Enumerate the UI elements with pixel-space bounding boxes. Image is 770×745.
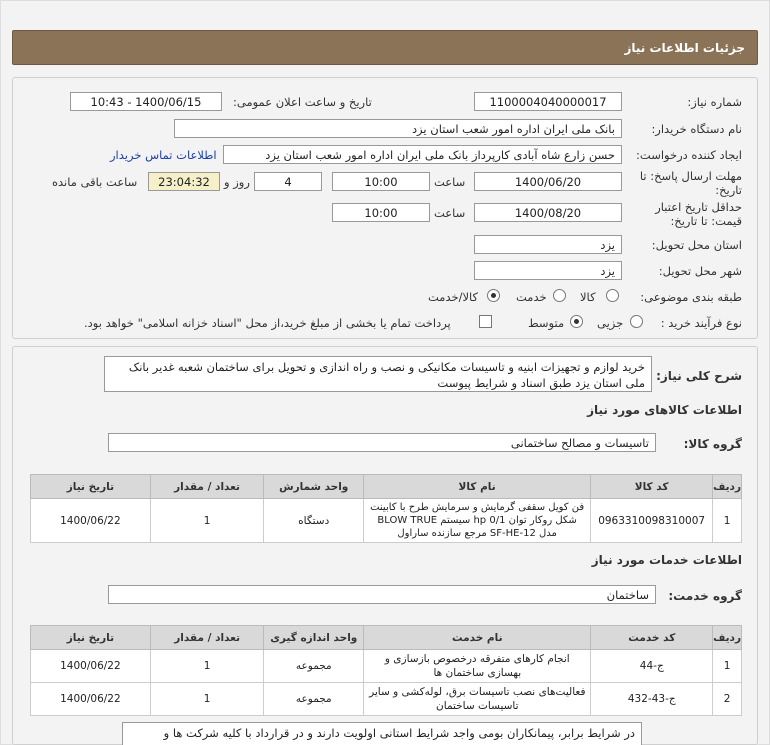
table-row[interactable] [31,650,742,683]
services-group-field[interactable]: ساختمان [108,585,656,604]
goods-cell-name: فن کویل سقفی گرمایش و سرمایش طرح با کابینت شکل روکار توان hp 0/1 سیستم BLOW TRUE مدل SF-HE-12 مرجع سازنده ساراول [364,499,591,543]
remaining-time-field: 23:04:32 [148,172,220,191]
process-label: نوع فرآیند خرید : [660,316,742,330]
buyer-org-field[interactable]: بانک ملی ایران اداره امور شعب استان یزد [174,119,622,138]
remaining-time-label: ساعت باقی مانده [52,175,138,189]
services-table [30,625,742,716]
goods-group-label: گروه کالا: [683,437,742,451]
category-radio-service[interactable] [553,289,566,302]
goods-cell-unit: دستگاه [264,499,364,543]
buyer-notes-field[interactable]: در شرایط برابر، پیمانکاران بومی واجد شرایط استانی اولویت دارند و در قرارداد با کلیه شرکت ها و [122,722,642,745]
goods-header-date: تاریخ نیاز [31,475,151,499]
goods-cell-row-no: 1 [713,499,742,543]
deadline-time-label: ساعت [434,175,466,189]
validity-date-field[interactable]: 1400/08/20 [474,203,622,222]
services-cell-row-no: 2 [713,683,742,716]
goods-group-field[interactable]: تاسیسات و مصالح ساختمانی [108,433,656,452]
remaining-days-field[interactable]: 4 [254,172,322,191]
category-option-service: خدمت [516,290,547,304]
page-title: جزئیات اطلاعات نیاز [624,41,745,55]
announce-datetime-label: تاریخ و ساعت اعلان عمومی: [233,95,372,109]
city-field[interactable]: یزد [474,261,622,280]
services-table-header [31,626,742,650]
services-section-title: اطلاعات خدمات مورد نیاز [591,553,742,567]
validity-label-line1: حداقل تاریخ اعتبار [655,200,742,214]
goods-cell-date: 1400/06/22 [31,499,151,543]
goods-header-unit: واحد شمارش [264,475,364,499]
services-header-name: نام خدمت [364,626,591,650]
category-option-goods-service: کالا/خدمت [428,290,479,304]
services-cell-name: فعالیت‌های نصب تاسیسات برق، لوله‌کشی و سایر تاسیسات ساختمان [364,683,591,716]
table-row[interactable] [31,499,742,543]
goods-section-title: اطلاعات کالاهای مورد نیاز [587,403,742,417]
buyer-contact-link[interactable]: اطلاعات تماس خریدار [110,148,217,162]
services-cell-row-no: 1 [713,650,742,683]
services-cell-qty: 1 [150,650,264,683]
treasury-payment-text: پرداخت تمام یا بخشی از مبلغ خرید،از محل "اسناد خزانه اسلامی" خواهد بود. [84,316,451,330]
services-cell-unit: مجموعه [264,683,364,716]
services-cell-code: ج-43-432 [591,683,713,716]
category-radio-goods[interactable] [606,289,619,302]
goods-header-row-no: ردیف [713,475,742,499]
services-header-code: کد خدمت [591,626,713,650]
deadline-time-field[interactable]: 10:00 [332,172,430,191]
general-desc-field[interactable]: خرید لوازم و تجهیزات ابنیه و تاسیسات مکانیکی و نصب و راه اندازی و تحویل برای ساختمان شعبه غدیر بانک ملی استان یزد طبق اسناد و شرایط پیوست [104,356,652,392]
goods-cell-qty: 1 [150,499,264,543]
services-cell-name: انجام کارهای متفرقه درخصوص بازسازی و بهسازی ساختمان ها [364,650,591,683]
services-cell-date: 1400/06/22 [31,683,151,716]
deadline-date-field[interactable]: 1400/06/20 [474,172,622,191]
buyer-org-label: نام دستگاه خریدار: [651,122,742,136]
services-group-label: گروه خدمت: [668,589,742,603]
goods-table-header [31,475,742,499]
province-field[interactable]: یزد [474,235,622,254]
services-cell-date: 1400/06/22 [31,650,151,683]
goods-header-name: نام کالا [364,475,591,499]
process-radio-minor[interactable] [630,315,643,328]
deadline-label-line1: مهلت ارسال پاسخ: تا [639,169,742,183]
services-header-date: تاریخ نیاز [31,626,151,650]
validity-time-label: ساعت [434,206,466,220]
process-option-minor: جزیی [597,316,624,330]
services-header-unit: واحد اندازه گیری [264,626,364,650]
city-label: شهر محل تحویل: [658,264,742,278]
days-label: روز و [224,175,250,189]
process-option-medium: متوسط [528,316,565,330]
goods-header-code: کد کالا [591,475,713,499]
validity-time-field[interactable]: 10:00 [332,203,430,222]
services-header-row-no: ردیف [713,626,742,650]
creator-field[interactable]: حسن زارع شاه آبادی کارپرداز بانک ملی ایران اداره امور شعب استان یزد [223,145,622,164]
process-radio-medium[interactable] [570,315,583,328]
creator-label: ایجاد کننده درخواست: [636,148,742,162]
announce-datetime-field[interactable]: 1400/06/15 - 10:43 [70,92,222,111]
general-desc-label: شرح کلی نیاز: [656,369,742,383]
services-cell-code: ج-44 [591,650,713,683]
category-label: طبقه بندی موضوعی: [640,290,742,304]
validity-label-line2: قیمت: تا تاریخ: [670,214,742,228]
province-label: استان محل تحویل: [651,238,742,252]
treasury-payment-checkbox[interactable] [479,315,492,328]
goods-table [30,474,742,543]
page-header [12,30,758,65]
goods-cell-code: 0963310098310007 [591,499,713,543]
services-header-qty: تعداد / مقدار [150,626,264,650]
need-number-field[interactable]: 1100004040000017 [474,92,622,111]
goods-header-qty: تعداد / مقدار [150,475,264,499]
services-cell-unit: مجموعه [264,650,364,683]
need-number-label: شماره نیاز: [687,95,742,109]
category-option-goods: کالا [580,290,596,304]
category-radio-goods-service[interactable] [487,289,500,302]
services-cell-qty: 1 [150,683,264,716]
deadline-label-line2: تاریخ: [715,183,742,197]
table-row[interactable] [31,683,742,716]
